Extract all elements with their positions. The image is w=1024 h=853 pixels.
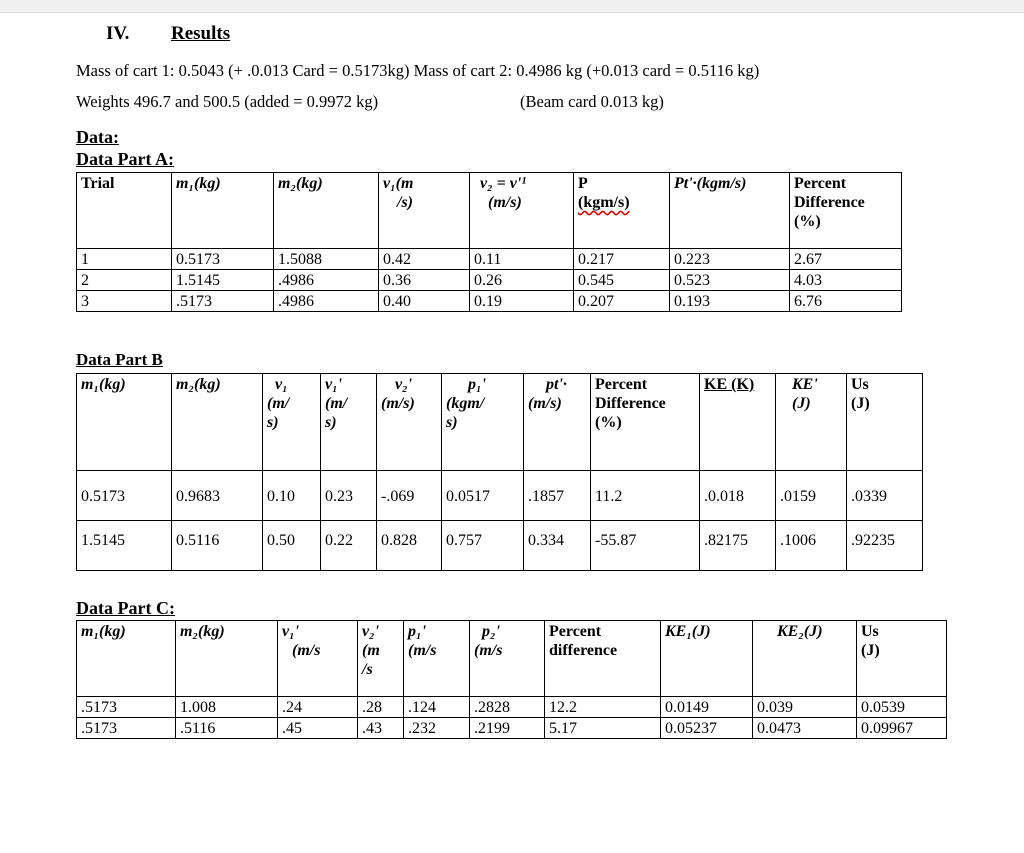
table-part-b xyxy=(76,373,923,571)
header-v2-prime: v₂' (m /s xyxy=(358,621,404,697)
header-us: Us (J) xyxy=(847,374,923,471)
header-trial: Trial xyxy=(77,173,172,249)
header-us: Us (J) xyxy=(857,621,947,697)
table-row: 0.5173 0.9683 0.10 0.23 -.069 0.0517 .1857 11.2 .0.018 .0159 .0339 xyxy=(77,471,923,521)
header-m1: m₁(kg) xyxy=(172,173,274,249)
table-part-c xyxy=(76,620,947,739)
section-number: IV. xyxy=(106,23,130,44)
header-percent-difference: Percent Difference (%) xyxy=(591,374,700,471)
window-top-bar xyxy=(0,0,1024,13)
table-row: .5173 .5116 .45 .43 .232 .2199 5.17 0.05237 0.0473 0.09967 xyxy=(77,718,947,739)
part-b-label: Data Part B xyxy=(76,350,163,369)
table-b-header-row xyxy=(77,374,923,471)
header-ke-prime: KE' (J) xyxy=(776,374,847,471)
header-p: P (kgm/s) xyxy=(574,173,670,249)
header-v2: v₂ = v'¹ (m/s) xyxy=(470,173,574,249)
beam-line: (Beam card 0.013 kg) xyxy=(520,92,664,111)
header-p1-prime: p₁' (kgm/ s) xyxy=(442,374,524,471)
data-label: Data: xyxy=(76,127,119,147)
table-row: 3 .5173 .4986 0.40 0.19 0.207 0.193 6.76 xyxy=(77,291,902,312)
header-m1: m₁(kg) xyxy=(77,374,172,471)
header-pt: Pt'·(kgm/s) xyxy=(670,173,790,249)
part-c-label: Data Part C: xyxy=(76,598,175,618)
header-percent-difference: Percent difference xyxy=(545,621,661,697)
header-p2-prime: p₂' (m/s xyxy=(470,621,545,697)
section-title: Results xyxy=(171,23,231,44)
header-v1-prime: v₁' (m/s xyxy=(278,621,358,697)
table-c-header-row xyxy=(77,621,947,697)
table-a-header-row xyxy=(77,173,902,249)
header-percent-difference: Percent Difference (%) xyxy=(790,173,902,249)
header-p1-prime: p₁' (m/s xyxy=(404,621,470,697)
header-m2: m₂(kg) xyxy=(172,374,263,471)
table-part-a xyxy=(76,172,902,312)
header-ke2: KE₂(J) xyxy=(753,621,857,697)
header-ke: KE (K) xyxy=(700,374,776,471)
header-pt-prime: pt'· (m/s) xyxy=(524,374,591,471)
header-m2: m₂(kg) xyxy=(274,173,379,249)
table-row: 1.5145 0.5116 0.50 0.22 0.828 0.757 0.334 -55.87 .82175 .1006 .92235 xyxy=(77,521,923,571)
header-m1: m₁(kg) xyxy=(77,621,176,697)
part-a-label: Data Part A: xyxy=(76,149,174,169)
weights-line: Weights 496.7 and 500.5 (added = 0.9972 kg) xyxy=(76,92,379,111)
header-v1-prime: v₁' (m/ s) xyxy=(321,374,377,471)
header-v1: v₁(m /s) xyxy=(379,173,470,249)
table-row: .5173 1.008 .24 .28 .124 .2828 12.2 0.0149 0.039 0.0539 xyxy=(77,697,947,718)
mass-line: Mass of cart 1: 0.5043 (+ .0.013 Card = 0.5173kg) Mass of cart 2: 0.4986 kg (+0.013 card = 0.5116 kg) xyxy=(76,61,760,80)
table-row: 1 0.5173 1.5088 0.42 0.11 0.217 0.223 2.67 xyxy=(77,249,902,270)
table-row: 2 1.5145 .4986 0.36 0.26 0.545 0.523 4.03 xyxy=(77,270,902,291)
header-m2: m₂(kg) xyxy=(176,621,278,697)
header-v1: v₁ (m/ s) xyxy=(263,374,321,471)
header-v2-prime: v₂' (m/s) xyxy=(377,374,442,471)
header-ke1: KE₁(J) xyxy=(661,621,753,697)
